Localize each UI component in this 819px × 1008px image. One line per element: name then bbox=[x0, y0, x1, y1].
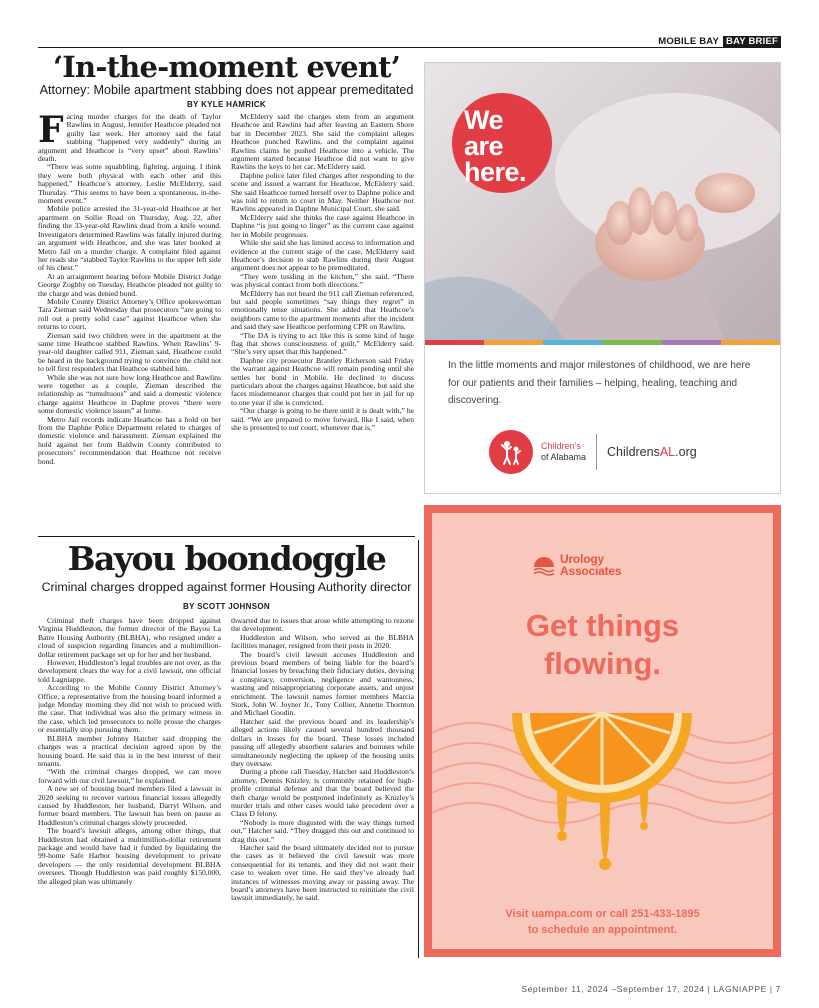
stripe-segment bbox=[425, 340, 484, 345]
article2-column-1 bbox=[38, 617, 221, 957]
ad1-body-text: In the little moments and major milestones of childhood, we are here for our patients and their families – helping, healing, teaching and discovering. bbox=[448, 360, 751, 406]
article1-paragraph: McElderry has not heard the 911 call Zieman referenced, but said people sometimes “say things they regret” in emotionally tense situations. She added that Heathcoe’s neighbors came to the apartment moments after the incident and said they saw Heathcoe performing CPR on Rawlins. bbox=[231, 288, 414, 332]
stripe-segment bbox=[662, 340, 721, 345]
article1-column-1 bbox=[38, 113, 221, 533]
article2-byline: BY SCOTT JOHNSON bbox=[183, 602, 270, 611]
article1-paragraph: “Our charge is going to be there until it is dealt with,” he said. “We are prepared to move forward, like I said, when she is presented to our court, whenever that is.” bbox=[231, 406, 414, 433]
urology-cta[interactable]: Visit uampa.com or call 251-433-1895 to schedule an appointment. bbox=[505, 908, 700, 936]
article2-headline: Bayou boondoggle bbox=[67, 539, 386, 578]
article1-paragraph: While she was not sure how long Heathcoe and Rawlins were together as a couple, Zieman described the relationship as “tumultuous” and said a domestic violence charge against Heathcoe in Daphne proves “there were some domestic violence issues” at home. bbox=[38, 372, 221, 416]
article1-column-2 bbox=[231, 113, 414, 533]
urology-logo-icon bbox=[532, 553, 556, 577]
article2-column-2 bbox=[231, 617, 414, 957]
article2-paragraph: Huddleston and Wilson, who served as the BLBHA facilities manager, resigned from their posts in 2020. bbox=[231, 632, 414, 651]
kids-icon bbox=[489, 430, 533, 474]
article1-paragraph: “There was some squabbling, fighting, arguing. I think they were both physical with each other and this happened,” Heathcoe’s attorney, Leslie McElderry, said Thursday. “This seems to have been a spontaneous, in-the-moment event.” bbox=[38, 162, 221, 206]
article2-paragraph: Criminal theft charges have been dropped against Virginia Huddleston, the former director of the Bayou La Batre Housing Authority (BLBHA), who resigned under a cloud of suspicion regarding finances and a multimillion-dollar retirement package set up for her and her husband. bbox=[38, 617, 221, 659]
urology-ad[interactable] bbox=[424, 505, 781, 957]
article1-paragraph: While she said she has limited access to information and evidence at the current stage of the case, McElderry said Heathcoe’s decision to stab Rawlins during their August argument does not appear to be premeditated. bbox=[231, 238, 414, 273]
article1-paragraph: McElderry said the charges stem from an argument Heathcoe and Rawlins had after leaving an Eastern Shore bar in December 2023. She said the complaint alleges Heathcoe punched Rawlins, and the complaint against Rawlins claims he pushed Heathcoe into a vehicle. The argument started because Heathcoe did not want to give Rawlins the keys to her car, McElderry said. bbox=[231, 113, 414, 172]
section-header bbox=[658, 35, 781, 47]
stripe-segment bbox=[543, 340, 602, 345]
article2-paragraph: “Nobody is more disgusted with the way things turned out,” Hatcher said. “They dragged this out and continued to drag this out.” bbox=[231, 817, 414, 844]
stripe-segment bbox=[484, 340, 543, 345]
article1-headline: ‘In-the-moment event’ bbox=[52, 50, 401, 84]
article1-byline: BY KYLE HAMRICK bbox=[186, 100, 267, 109]
dropcap: F bbox=[38, 113, 64, 151]
section-box-label: BAY BRIEF bbox=[723, 36, 781, 47]
article1-deck: Attorney: Mobile apartment stabbing does not appear premeditated bbox=[39, 83, 414, 97]
logo-divider bbox=[596, 434, 597, 470]
section-label: MOBILE BAY bbox=[658, 35, 720, 47]
article1-paragraph: Mobile County District Attorney’s Office spokeswoman Tara Zieman said Wednesday that prosecutors “are going to roll out a pretty solid case” against Heathcoe when she returns to court. bbox=[38, 296, 221, 332]
article1-paragraph: McElderry said she thinks the case against Heathcoe in Daphne “is just going to linger” as the current case against her in Mobile progresses. bbox=[231, 212, 414, 239]
orange-slice-illustration bbox=[432, 693, 773, 893]
article2-paragraph: However, Huddleston’s legal troubles are not over, as the development clears the way for a civil lawsuit, one official told Lagniappe. bbox=[38, 658, 221, 684]
article2-paragraph: According to the Mobile County District Attorney’s Office, a representative from the housing board informed a judge Monday morning they did not wish to proceed with the case. That individual was also the primary witness in the case, which led prosecutors to nolle prosse the charges or essentially stop pursuing them. bbox=[38, 683, 221, 735]
article2-paragraph: The board’s lawsuit alleges, among other things, that Huddleston had obtained a multimillion-dollar retirement package and would have had it funded by liquidating the 99-home Safe Harbor housing development to private developers — the only residential development BLBHA oversees. Though Huddleston was paid roughly $150,000, the alleged plan was ultimately bbox=[38, 826, 221, 886]
page-footer: September 11, 2024 –September 17, 2024 | LAGNIAPPE | 7 bbox=[521, 984, 781, 994]
article2-paragraph: During a phone call Tuesday, Hatcher said Huddleston’s attorney, Dennis Knizley, is commonly retained for high-profile criminal defense and that the board believed the theft charge would be postponed indefinitely as Knizley’s murder trials and other cases would take precedent over a Class D felony. bbox=[231, 767, 414, 819]
column-divider bbox=[418, 540, 419, 958]
article2-paragraph: BLBHA member Johnny Hatcher said dropping the charges was a practical decision agreed upon by the housing board. He said this is in the best interest of their tenants. bbox=[38, 733, 221, 768]
article1-paragraph: Mobile police arrested the 31-year-old Heathcoe at her apartment on Sollie Road on Thursday, Aug. 22, after finding the 33-year-old Rawlins dead from a knife wound. Investigators determined Rawlins was fatally injured during an argument with Heathcoe, and she was later booked at Metro Jail on a murder charge. A complaint filed against her reads she “stabbed Taylor Rawlins to the upper left side of his chest.” bbox=[38, 204, 221, 273]
urology-ad-inner bbox=[432, 513, 773, 949]
urology-logo bbox=[532, 553, 621, 577]
article2-paragraph: The board’s civil lawsuit accuses Huddleston and previous board members of being liable for the board’s financial losses by breaching their fiduciary duties, devising a conspiracy, conversion, negligence and wantonness, wasting and misappropriating corporate assets, and unjust enrichment. The lawsuit names former members Marcia Stork, John W. Joyner Jr., Tony Collier, Annette Thornton and Michael Goodin. bbox=[231, 649, 414, 718]
article1-paragraph: Daphne police later filed charges after responding to the scene and issued a warrant for Heathcoe, McElderry said. She said Heathcoe turned herself over to Daphne police and was told to return to court in May. Neither Heathcoe nor Rawlins appeared in Daphne Municipal Court, she said. bbox=[231, 170, 414, 214]
childrens-name: Children’s of Alabama bbox=[541, 441, 587, 462]
baby-hand-photo bbox=[425, 63, 780, 340]
article1-paragraph: Zieman said two children were in the apartment at the same time Heathcoe stabbed Rawlins. When Rawlins’ 9-year-old daughter called 911, Zieman said, Heathcoe could be heard in the background trying to convince the child not to tell first responders that Heathcoe stabbed him. bbox=[38, 330, 221, 374]
article1-paragraph: “They were tussling in the kitchen,” she said. “There was physical contact from both directions.” bbox=[231, 271, 414, 290]
article-divider bbox=[38, 536, 415, 537]
article1-paragraph: Metro Jail records indicate Heathcoe has a hold on her from the Daphne Police Department related to charges of domestic violence and harassment. Zieman explained the hold against her from Baldwin County contributed to prosecutors’ recommendation that Heathcoe not receive bond. bbox=[38, 414, 221, 466]
article2-paragraph: A new set of housing board members filed a lawsuit in 2020 seeking to recover various financial losses allegedly caused by Huddleston, her husband, Darryl Wilson, and former board members. The lawsuit has been on pause as Huddleston’s criminal charges slowly proceeded. bbox=[38, 784, 221, 827]
article2-paragraph: Hatcher said the board ultimately decided not to pursue the cases as it believed the civil lawsuit was more consequential for its tenants, and they did not want their case to weaken over time. He said they’ve already had instances of witnesses moving away or passing away. The board’s attorneys have been instructed to reinitiate the civil lawsuit immediately, he said. bbox=[231, 842, 414, 903]
article1-paragraph: Daphne city prosecutor Brantley Richerson said Friday the warrant against Heathcoe will remain pending until she settles her bond in Mobile. He declined to discuss particulars about the charges against Heathcoe, but said she faces misdemeanor charges that could put her in jail for up to one year if she is convicted. bbox=[231, 355, 414, 407]
we-are-here-badge: We are here. bbox=[452, 93, 552, 193]
article2-paragraph: thwarted due to issues that arose while attempting to rezone the development. bbox=[231, 617, 414, 634]
article2-paragraph: “With the criminal charges dropped, we can move forward with our civil lawsuit,” he explained. bbox=[38, 767, 221, 785]
stripe-segment bbox=[721, 340, 780, 345]
urology-name: Urology Associates bbox=[560, 552, 622, 578]
childrens-hospital-ad[interactable] bbox=[424, 62, 781, 494]
article1-paragraph: “The DA is trying to act like this is some kind of huge flag that shows consciousness of guilt,” McElderry said. “She’s very upset that this happened.” bbox=[231, 330, 414, 357]
article1-paragraph: Facing murder charges for the death of Taylor Rawlins in August, Jennifer Heathcoe pleaded not guilty last week. Her attorney said the fatal stabbing “happened very suddenly” during an argument and Heathcoe is “very upset” about Rawlins’ death. bbox=[38, 113, 221, 164]
article2-deck: Criminal charges dropped against former Housing Authority director bbox=[41, 580, 412, 594]
get-things-flowing-headline: Get things flowing. bbox=[525, 608, 680, 681]
color-stripe bbox=[425, 340, 780, 345]
article1-paragraph: At an arraignment hearing before Mobile District Judge George Zoghby on Tuesday, Heathcoe pleaded not guilty to the charge and was denied bond. bbox=[38, 271, 221, 298]
article2-paragraph: Hatcher said the previous board and its leadership’s alleged actions likely caused several hundred thousand dollars in losses for the board. These losses included passing off allegedly absorbent salaries and bonuses while simultaneously neglecting the upkeep of the housing units they oversaw. bbox=[231, 716, 414, 768]
childrens-url[interactable]: ChildrensAL.org bbox=[607, 445, 697, 459]
stripe-segment bbox=[603, 340, 662, 345]
childrens-logo bbox=[489, 429, 719, 475]
